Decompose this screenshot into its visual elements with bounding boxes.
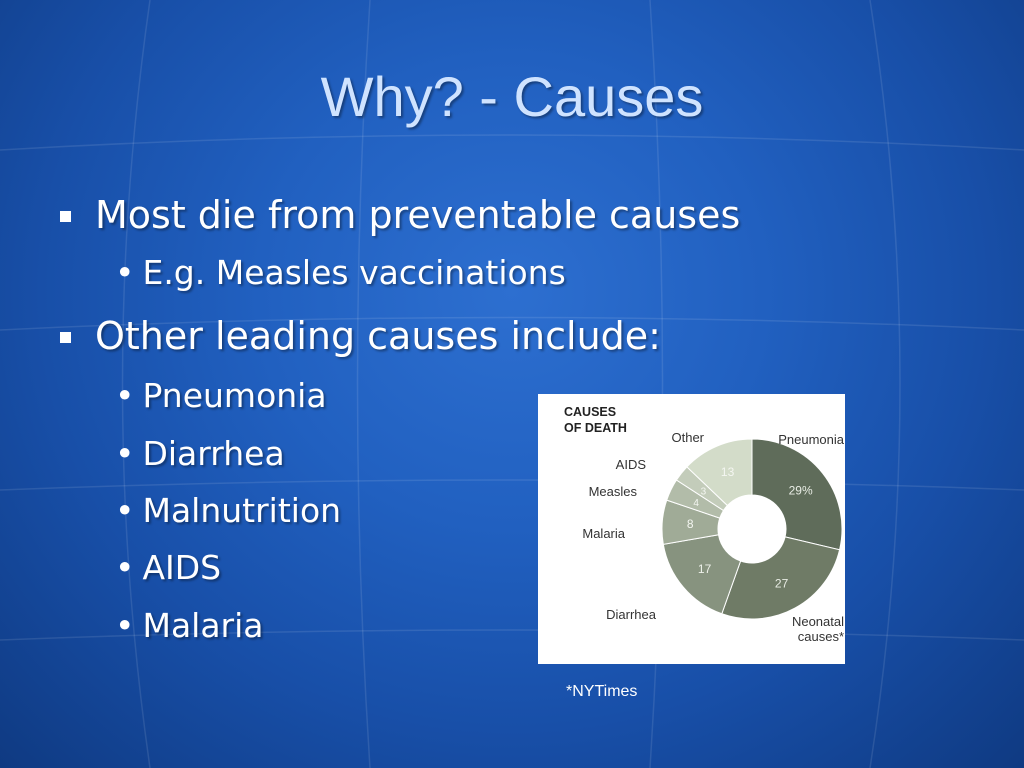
bullet-level2 xyxy=(115,606,264,645)
chart-title-line: OF DEATH xyxy=(564,421,627,435)
dot-bullet-icon: • xyxy=(115,376,135,415)
bullet-text: E.g. Measles vaccinations xyxy=(142,253,566,292)
slice-value-label: 4 xyxy=(693,497,699,509)
bullet-level2 xyxy=(115,491,341,530)
slice-value-label: 3 xyxy=(700,486,707,498)
donut-chart-svg xyxy=(538,394,845,664)
square-bullet-icon xyxy=(60,211,71,222)
slice-value-label: 8 xyxy=(686,517,694,532)
dot-bullet-icon: • xyxy=(115,548,135,587)
bullet-text: Malnutrition xyxy=(142,491,342,530)
square-bullet-icon xyxy=(60,332,71,343)
bullet-level2 xyxy=(115,434,285,473)
slice-value-label: 13 xyxy=(720,465,735,480)
slice-category-label: Other xyxy=(671,430,704,445)
bullet-text: Diarrhea xyxy=(142,434,285,473)
slice-category-label: Neonatal xyxy=(791,614,844,629)
bullet-level2 xyxy=(115,376,327,415)
dot-bullet-icon: • xyxy=(115,606,135,645)
slice-value-label: 29% xyxy=(788,483,813,498)
bullet-level1 xyxy=(60,193,740,237)
dot-bullet-icon: • xyxy=(115,253,135,292)
source-note: *NYTimes xyxy=(566,683,638,700)
bullet-text: Pneumonia xyxy=(142,376,327,415)
slice-category-label: AIDS xyxy=(615,457,646,472)
slice-value-label: 17 xyxy=(697,561,712,576)
bullet-level1 xyxy=(60,314,661,358)
bullet-text: Other leading causes include: xyxy=(95,314,661,358)
causes-of-death-chart xyxy=(538,394,845,664)
bullet-text: AIDS xyxy=(142,548,222,587)
bullet-text: Most die from preventable causes xyxy=(95,193,741,237)
bullet-level2 xyxy=(115,548,221,587)
slice-category-label: Diarrhea xyxy=(606,607,656,622)
bullet-text: Malaria xyxy=(142,606,264,645)
chart-title-line: CAUSES xyxy=(564,405,617,419)
slice-value-label: 27 xyxy=(774,576,789,591)
slice-category-label: Measles xyxy=(588,484,637,499)
slice-category-label: causes* xyxy=(797,629,844,644)
slice-category-label: Pneumonia xyxy=(778,432,844,447)
dot-bullet-icon: • xyxy=(115,434,135,473)
dot-bullet-icon: • xyxy=(115,491,135,530)
slice-category-label: Malaria xyxy=(582,526,625,541)
slide-title: Why? - Causes xyxy=(320,65,704,128)
chart-title xyxy=(564,405,627,435)
bullet-level2 xyxy=(115,253,566,292)
